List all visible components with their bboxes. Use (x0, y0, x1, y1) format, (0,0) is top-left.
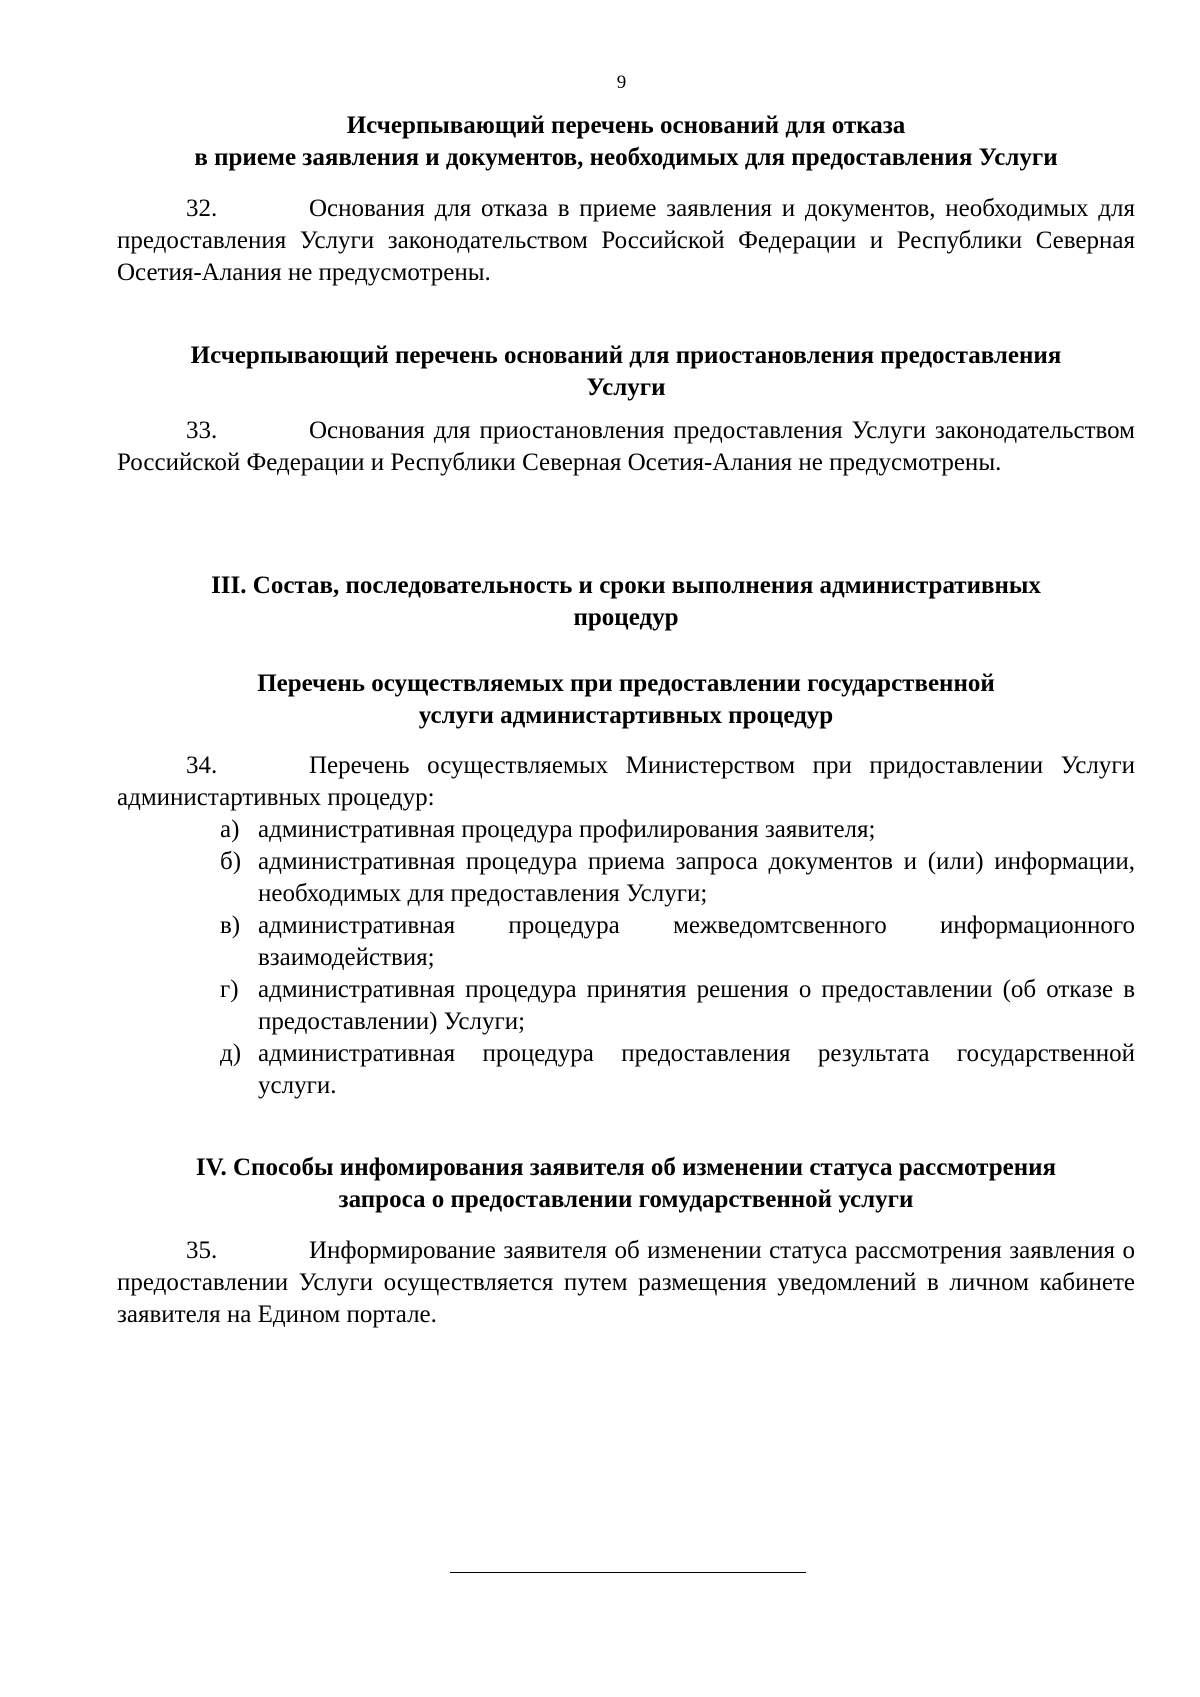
list-item-text: административная процедура профилирования заявителя; (258, 816, 876, 843)
paragraph-33 (117, 415, 1135, 479)
procedures-heading-block (117, 668, 1135, 732)
refusal-heading-line2: в приеме заявления и документов, необходимых для предоставления Услуги (194, 144, 1058, 171)
suspension-heading-line2: Услуги (586, 374, 666, 401)
list-marker: б) (220, 848, 242, 875)
section-4-heading (117, 1152, 1135, 1216)
paragraph-32 (117, 193, 1135, 289)
section-4-heading-block (117, 1152, 1135, 1216)
procedures-list (117, 814, 1135, 1102)
list-item (117, 910, 1135, 974)
list-marker: в) (220, 912, 241, 939)
paragraph-number: 35. (186, 1237, 218, 1264)
list-item (117, 846, 1135, 910)
procedures-heading-line1: Перечень осуществляемых при предоставлении государственной (257, 670, 995, 697)
paragraph-text: Перечень осуществляемых Министерством при придоставлении Услуги администартивных процедур: (117, 752, 1135, 811)
list-item-text: административная процедура приема запроса документов и (или) информации, необходимых для предоставления Услуги; (258, 848, 1135, 907)
paragraph-35 (117, 1235, 1135, 1331)
paragraph-number: 34. (186, 752, 218, 779)
refusal-heading-block (117, 110, 1135, 174)
list-marker: г) (220, 976, 239, 1003)
suspension-heading-block (117, 340, 1135, 404)
list-item (117, 1038, 1135, 1102)
procedures-heading-line2: услуги администартивных процедур (418, 702, 834, 729)
paragraph-text: Основания для отказа в приеме заявления и документов, необходимых для предоставления Услуги законодательством Российской Федерации и Республики Северная Осетия-Алания не предусмотрены. (117, 195, 1135, 286)
suspension-heading (117, 340, 1135, 404)
paragraph-text: Информирование заявителя об изменении статуса рассмотрения заявления о предоставлении Услуги осуществляется путем размещения уведомлений в личном кабинете заявителя на Едином портале. (117, 1237, 1135, 1328)
closing-divider (450, 1572, 806, 1573)
list-item-text: административная процедура межведомтсвенного информационного взаимодействия; (258, 912, 1135, 971)
list-marker: а) (220, 816, 240, 843)
paragraph-number: 33. (186, 417, 218, 444)
suspension-heading-line1: Исчерпывающий перечень оснований для приостановления предоставления (190, 342, 1062, 369)
section-3-heading-line2: процедур (573, 604, 679, 631)
procedures-heading (117, 668, 1135, 732)
paragraph-34 (117, 750, 1135, 1102)
paragraph-number: 32. (186, 195, 218, 222)
list-item (117, 974, 1135, 1038)
list-item-text: административная процедура предоставления результата государственной услуги. (258, 1040, 1135, 1099)
refusal-heading (117, 110, 1135, 174)
paragraph-text: Основания для приостановления предоставления Услуги законодательством Российской Федерации и Республики Северная Осетия-Алания не предусмотрены. (117, 417, 1135, 476)
section-3-heading-block (117, 570, 1135, 634)
section-3-heading (117, 570, 1135, 634)
page-number: 9 (616, 72, 627, 93)
list-item (117, 814, 1135, 846)
refusal-heading-line1: Исчерпывающий перечень оснований для отказа (346, 112, 906, 139)
list-marker: д) (220, 1040, 242, 1067)
section-4-heading-line2: запроса о предоставлении гомударственной услуги (338, 1186, 914, 1213)
list-item-text: административная процедура принятия решения о предоставлении (об отказе в предоставлении) Услуги; (258, 976, 1135, 1035)
section-4-heading-line1: IV. Способы инфомирования заявителя об изменении статуса рассмотрения (195, 1154, 1057, 1181)
section-3-heading-line1: III. Состав, последовательность и сроки выполнения административных (211, 572, 1041, 599)
